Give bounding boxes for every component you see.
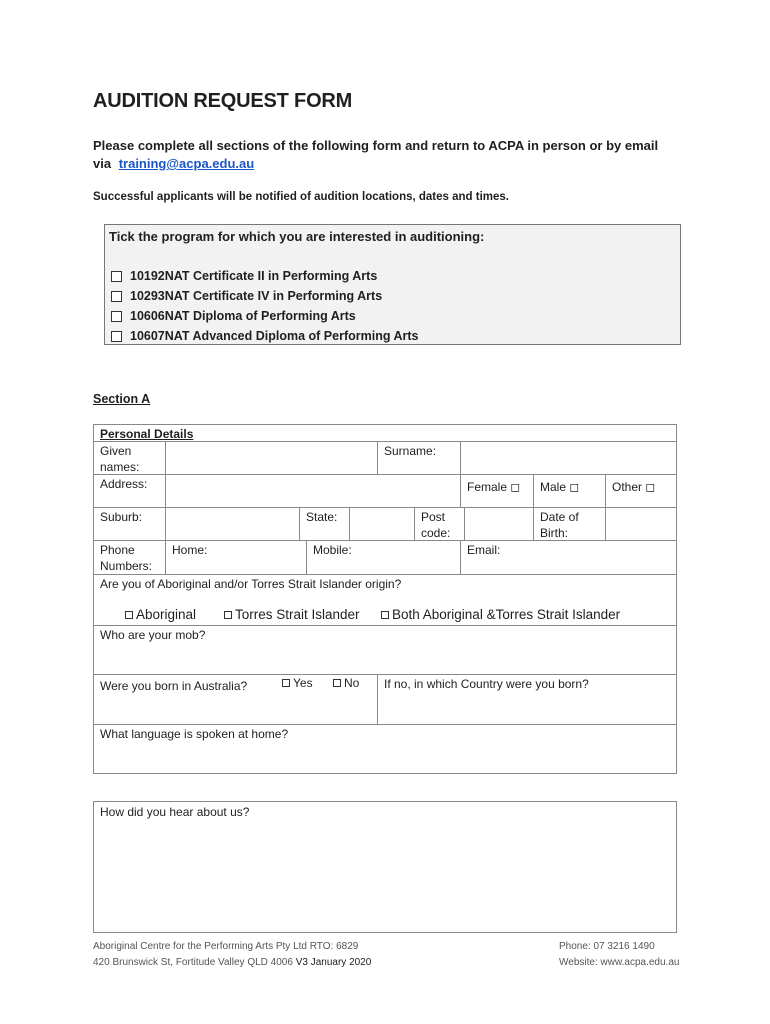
suburb-field[interactable] [165,507,300,541]
state-field[interactable] [349,507,415,541]
both-option[interactable]: Both Aboriginal &Torres Strait Islander [381,607,620,622]
language-field[interactable]: What language is spoken at home? [93,724,677,774]
footer-left [93,939,371,971]
checkbox-icon[interactable] [224,611,232,619]
footer-phone: Phone: 07 3216 1490 [559,941,655,952]
hear-about-field[interactable]: How did you hear about us? [93,801,677,933]
training-email-link[interactable]: training@acpa.edu.au [118,156,255,171]
program-list [111,266,419,346]
intro-text [93,137,673,173]
checkbox-icon[interactable] [111,271,122,282]
country-born-field[interactable]: If no, in which Country were you born? [377,674,677,725]
notice-text: Successful applicants will be notified of audition locations, dates and times. [93,191,509,203]
footer-address: 420 Brunswick St, Fortitude Valley QLD 4006 V3 January 2020 [93,957,372,968]
given-names-label: Given names: [93,441,166,475]
phone-numbers-label: Phone Numbers: [93,540,166,575]
program-option[interactable]: 10606NAT Diploma of Performing Arts [111,306,419,326]
footer-right [559,939,679,971]
address-field[interactable] [165,474,461,508]
email-field[interactable]: Email: [460,540,677,575]
given-names-field[interactable] [165,441,378,475]
footer-org: Aboriginal Centre for the Performing Arts Pty Ltd RTO: 6829 [93,941,359,952]
section-a-heading: Section A [93,392,151,406]
post-code-field[interactable] [464,507,534,541]
checkbox-icon[interactable] [111,291,122,302]
female-option[interactable]: Female ◻ [460,474,534,508]
surname-label: Surname: [377,441,461,475]
other-option[interactable]: Other ◻ [605,474,677,508]
dob-field[interactable] [605,507,677,541]
origin-question-cell: Are you of Aboriginal and/or Torres Strait Islander origin? [93,574,677,626]
footer-website: Website: www.acpa.edu.au [559,957,680,968]
program-option[interactable]: 10293NAT Certificate IV in Performing Arts [111,286,419,306]
personal-details-header: Personal Details [93,424,677,442]
intro-instruction: Please complete all sections of the following form and return to ACPA in person or by email via [93,138,659,171]
torres-strait-option[interactable]: Torres Strait Islander [224,607,360,622]
suburb-label: Suburb: [93,507,166,541]
born-yes-option[interactable]: Yes [282,676,313,690]
program-option[interactable]: 10192NAT Certificate II in Performing Arts [111,266,419,286]
male-option[interactable]: Male ◻ [533,474,606,508]
state-label: State: [299,507,350,541]
checkbox-icon[interactable] [282,679,290,687]
post-code-label: Post code: [414,507,465,541]
checkbox-icon[interactable] [333,679,341,687]
program-heading: Tick the program for which you are interested in auditioning: [109,229,485,244]
born-no-option[interactable]: No [333,676,359,690]
footer-version: V3 January 2020 [295,957,372,968]
home-phone-field[interactable]: Home: [165,540,307,575]
address-label: Address: [93,474,166,508]
program-option[interactable]: 10607NAT Advanced Diploma of Performing Arts [111,326,419,346]
born-australia-cell: Were you born in Australia? [93,674,378,725]
form-title: AUDITION REQUEST FORM [93,90,353,112]
surname-field[interactable] [460,441,677,475]
checkbox-icon[interactable] [111,311,122,322]
checkbox-icon[interactable] [125,611,133,619]
checkbox-icon[interactable] [111,331,122,342]
aboriginal-option[interactable]: Aboriginal [125,607,196,622]
program-selection-box [104,224,681,345]
dob-label: Date of Birth: [533,507,606,541]
mob-question-field[interactable]: Who are your mob? [93,625,677,675]
mobile-phone-field[interactable]: Mobile: [306,540,461,575]
checkbox-icon[interactable] [381,611,389,619]
